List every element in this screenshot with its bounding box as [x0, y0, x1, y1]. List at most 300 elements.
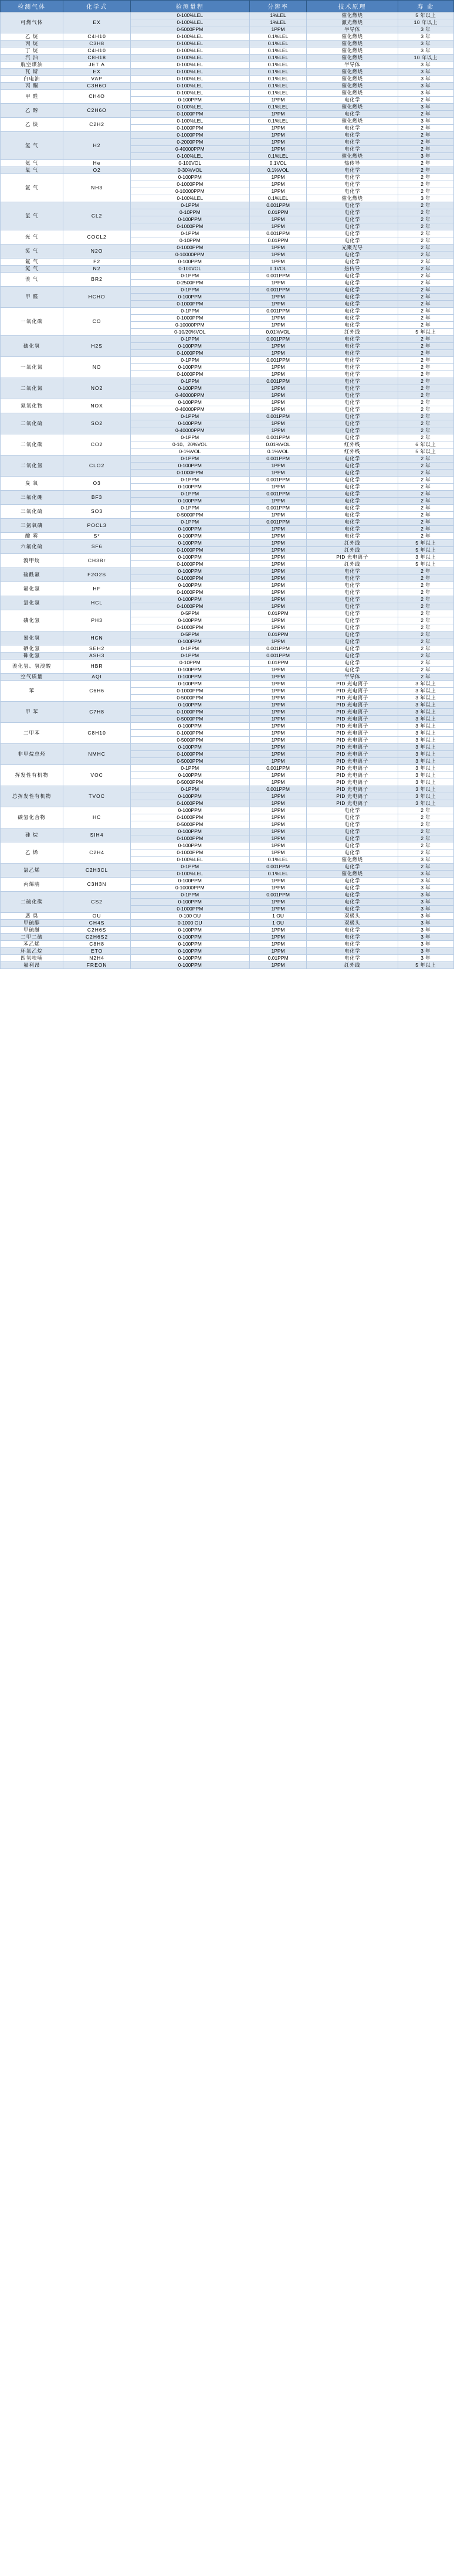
cell-resolution: 1PPM: [249, 399, 307, 406]
cell-lifetime: 3 年以上: [398, 737, 453, 744]
cell-detection-range: 0-30%VOL: [130, 167, 249, 174]
cell-lifetime: 10 年以上: [398, 55, 453, 62]
cell-resolution: 1PPM: [249, 688, 307, 695]
cell-formula: HCHO: [63, 287, 131, 308]
cell-resolution: 1PPM: [249, 463, 307, 470]
cell-technology: 电化学: [307, 315, 398, 322]
cell-detection-range: 0-1000 OU: [130, 920, 249, 927]
cell-lifetime: 2 年: [398, 343, 453, 350]
cell-detection-range: 0-1PPM: [130, 273, 249, 280]
cell-formula: F2: [63, 259, 131, 266]
table-row: [1, 631, 454, 638]
cell-gas-name: 二甲苯: [1, 723, 63, 744]
cell-technology: 催化燃烧: [307, 40, 398, 47]
cell-lifetime: 2 年: [398, 266, 453, 273]
cell-resolution: 0.001PPM: [249, 336, 307, 343]
cell-technology: 催化燃烧: [307, 33, 398, 40]
cell-resolution: 1PPM: [249, 350, 307, 357]
cell-resolution: 0.001PPM: [249, 653, 307, 660]
cell-lifetime: 2 年: [398, 273, 453, 280]
cell-lifetime: 2 年: [398, 660, 453, 667]
table-row: [1, 934, 454, 941]
cell-detection-range: 0-100PPM: [130, 533, 249, 540]
cell-detection-range: 0-100%LEL: [130, 40, 249, 47]
cell-lifetime: 2 年: [398, 125, 453, 132]
cell-technology: 催化燃烧: [307, 90, 398, 97]
cell-resolution: 1PPM: [249, 821, 307, 828]
cell-formula: CL2: [63, 202, 131, 230]
cell-detection-range: 0-1000PPM: [130, 849, 249, 857]
cell-gas-name: 六氟化硫: [1, 540, 63, 554]
cell-lifetime: 2 年: [398, 491, 453, 498]
table-row: [1, 308, 454, 315]
table-row: [1, 913, 454, 920]
cell-lifetime: 2 年: [398, 674, 453, 681]
cell-formula: HF: [63, 582, 131, 596]
cell-resolution: 1PPM: [249, 842, 307, 849]
table-row: [1, 519, 454, 526]
table-row: [1, 878, 454, 885]
cell-technology: 催化燃烧: [307, 55, 398, 62]
cell-resolution: 1PPM: [249, 779, 307, 786]
cell-formula: C8H10: [63, 723, 131, 744]
cell-formula: POCL3: [63, 519, 131, 533]
cell-detection-range: 0-100PPM: [130, 793, 249, 800]
cell-detection-range: 0-100PPM: [130, 674, 249, 681]
cell-lifetime: 3 年以上: [398, 730, 453, 737]
cell-technology: 电化学: [307, 498, 398, 505]
cell-gas-name: 硅 烷: [1, 828, 63, 842]
cell-resolution: 1PPM: [249, 807, 307, 814]
cell-detection-range: 0-40000PPM: [130, 406, 249, 413]
cell-detection-range: 0-40000PPM: [130, 146, 249, 153]
cell-resolution: 0.001PPM: [249, 477, 307, 484]
cell-lifetime: 2 年: [398, 835, 453, 842]
cell-gas-name: 氮氧化物: [1, 399, 63, 413]
cell-lifetime: 2 年: [398, 188, 453, 195]
table-row: [1, 104, 454, 111]
cell-formula: NO: [63, 357, 131, 378]
cell-resolution: 1PPM: [249, 561, 307, 568]
table-row: [1, 681, 454, 688]
cell-formula: BF3: [63, 491, 131, 505]
cell-lifetime: 3 年以上: [398, 758, 453, 765]
cell-detection-range: 0-1000PPM: [130, 624, 249, 631]
cell-detection-range: 0-1000PPM: [130, 814, 249, 821]
cell-formula: CS2: [63, 892, 131, 913]
cell-detection-range: 0-1PPM: [130, 491, 249, 498]
table-header-row: [1, 1, 454, 12]
cell-detection-range: 0-100 OU: [130, 913, 249, 920]
cell-detection-range: 0-2500PPM: [130, 280, 249, 287]
cell-lifetime: 2 年: [398, 505, 453, 512]
cell-detection-range: 0-100PPM: [130, 828, 249, 835]
cell-formula: NMHC: [63, 744, 131, 765]
cell-resolution: 1PPM: [249, 146, 307, 153]
cell-lifetime: 2 年: [398, 252, 453, 259]
cell-technology: PID 光电离子: [307, 730, 398, 737]
cell-lifetime: 3 年: [398, 941, 453, 948]
cell-gas-name: 甲硫醚: [1, 927, 63, 934]
cell-resolution: 1PPM: [249, 244, 307, 252]
cell-resolution: 0.1%LEL: [249, 90, 307, 97]
cell-technology: 电化学: [307, 364, 398, 371]
header-technology: 技术原理: [307, 1, 398, 12]
cell-detection-range: 0-1000PPM: [130, 906, 249, 913]
cell-technology: 电化学: [307, 132, 398, 139]
cell-lifetime: 2 年: [398, 223, 453, 230]
cell-resolution: 1PPM: [249, 814, 307, 821]
table-row: [1, 378, 454, 385]
cell-resolution: 0.1%LEL: [249, 62, 307, 69]
cell-technology: 电化学: [307, 512, 398, 519]
cell-gas-name: 空气质量: [1, 674, 63, 681]
cell-gas-name: 航空煤油: [1, 62, 63, 69]
cell-detection-range: 0-1PPM: [130, 477, 249, 484]
cell-resolution: 1PPM: [249, 533, 307, 540]
cell-lifetime: 2 年: [398, 336, 453, 343]
cell-formula: C3H8: [63, 40, 131, 47]
cell-detection-range: 0-1%VOL: [130, 448, 249, 456]
cell-technology: 电化学: [307, 631, 398, 638]
cell-technology: PID 光电离子: [307, 786, 398, 793]
cell-detection-range: 0-1PPM: [130, 434, 249, 441]
cell-lifetime: 2 年: [398, 167, 453, 174]
table-row: [1, 765, 454, 772]
cell-formula: CLO2: [63, 456, 131, 477]
cell-gas-name: 三氟化硼: [1, 491, 63, 505]
cell-detection-range: 0-1000PPM: [130, 688, 249, 695]
cell-lifetime: 2 年: [398, 259, 453, 266]
cell-detection-range: 0-1000PPM: [130, 350, 249, 357]
cell-gas-name: 氧 气: [1, 167, 63, 174]
cell-detection-range: 0-5000PPM: [130, 716, 249, 723]
cell-formula: HC: [63, 807, 131, 828]
cell-technology: 催化燃烧: [307, 12, 398, 19]
cell-gas-name: 二氧化氯: [1, 456, 63, 477]
cell-resolution: 1PPM: [249, 512, 307, 519]
cell-gas-name: 恶 臭: [1, 913, 63, 920]
cell-detection-range: 0-100PPM: [130, 463, 249, 470]
cell-resolution: 1PPM: [249, 674, 307, 681]
table-row: [1, 259, 454, 266]
table-row: [1, 582, 454, 589]
cell-lifetime: 2 年: [398, 456, 453, 463]
cell-detection-range: 0-100%LEL: [130, 195, 249, 202]
cell-formula: C8H8: [63, 941, 131, 948]
cell-resolution: 1PPM: [249, 723, 307, 730]
cell-technology: 电化学: [307, 371, 398, 378]
cell-gas-name: 氟化氢: [1, 582, 63, 596]
cell-formula: HCN: [63, 631, 131, 645]
cell-technology: 电化学: [307, 934, 398, 941]
cell-technology: 电化学: [307, 526, 398, 533]
cell-technology: 电化学: [307, 357, 398, 364]
cell-detection-range: 0-100PPM: [130, 934, 249, 941]
table-row: [1, 160, 454, 167]
cell-detection-range: 0-100%LEL: [130, 19, 249, 26]
cell-technology: PID 光电离子: [307, 758, 398, 765]
cell-detection-range: 0-1000PPM: [130, 589, 249, 596]
cell-detection-range: 0-100PPM: [130, 420, 249, 427]
cell-detection-range: 0-5000PPM: [130, 737, 249, 744]
cell-resolution: 0.1%LEL: [249, 118, 307, 125]
cell-technology: PID 光电离子: [307, 800, 398, 807]
table-row: [1, 723, 454, 730]
cell-resolution: 0.1%LEL: [249, 871, 307, 878]
cell-formula: FREON: [63, 962, 131, 969]
cell-technology: 电化学: [307, 603, 398, 610]
cell-resolution: 1PPM: [249, 216, 307, 223]
cell-technology: 电化学: [307, 491, 398, 498]
cell-gas-name: 臭 氧: [1, 477, 63, 491]
cell-resolution: 0.1%LEL: [249, 104, 307, 111]
cell-detection-range: 0-1000PPM: [130, 575, 249, 582]
cell-technology: 催化燃烧: [307, 857, 398, 864]
cell-lifetime: 2 年: [398, 420, 453, 427]
cell-resolution: 1PPM: [249, 111, 307, 118]
cell-lifetime: 3 年: [398, 934, 453, 941]
table-row: [1, 920, 454, 927]
cell-technology: PID 光电离子: [307, 744, 398, 751]
cell-gas-name: 甲 醛: [1, 90, 63, 104]
cell-lifetime: 2 年: [398, 174, 453, 181]
cell-detection-range: 0-1PPM: [130, 202, 249, 209]
cell-formula: VOC: [63, 765, 131, 786]
cell-resolution: 0.1%LEL: [249, 55, 307, 62]
cell-resolution: 1PPM: [249, 371, 307, 378]
table-row: [1, 491, 454, 498]
cell-detection-range: 0-100PPM: [130, 941, 249, 948]
cell-technology: 双极头: [307, 913, 398, 920]
cell-detection-range: 0-100%LEL: [130, 83, 249, 90]
table-row: [1, 505, 454, 512]
cell-gas-name: 非甲烷总烃: [1, 744, 63, 765]
cell-gas-name: 硒化氢: [1, 645, 63, 653]
cell-gas-name: 酸 雾: [1, 533, 63, 540]
cell-resolution: 0.001PPM: [249, 491, 307, 498]
cell-formula: HBR: [63, 660, 131, 674]
cell-lifetime: 2 年: [398, 526, 453, 533]
cell-technology: 电化学: [307, 202, 398, 209]
table-row: [1, 118, 454, 125]
cell-detection-range: 0-100PPM: [130, 259, 249, 266]
cell-technology: 电化学: [307, 849, 398, 857]
cell-resolution: 0.001PPM: [249, 202, 307, 209]
cell-formula: ASH3: [63, 653, 131, 660]
cell-resolution: 1PPM: [249, 406, 307, 413]
cell-technology: 电化学: [307, 167, 398, 174]
cell-resolution: 0.1%LEL: [249, 195, 307, 202]
cell-lifetime: 3 年以上: [398, 702, 453, 709]
cell-detection-range: 0-100PPM: [130, 554, 249, 561]
cell-resolution: 1PPM: [249, 709, 307, 716]
cell-lifetime: 3 年以上: [398, 688, 453, 695]
cell-resolution: 1PPM: [249, 364, 307, 371]
cell-detection-range: 0-1PPM: [130, 287, 249, 294]
cell-resolution: 0.001PPM: [249, 456, 307, 463]
cell-formula: ETO: [63, 948, 131, 955]
cell-lifetime: 3 年: [398, 927, 453, 934]
cell-lifetime: 2 年: [398, 864, 453, 871]
cell-detection-range: 0-1PPM: [130, 357, 249, 364]
cell-gas-name: 甲 苯: [1, 702, 63, 723]
cell-lifetime: 2 年: [398, 638, 453, 645]
cell-lifetime: 2 年: [398, 160, 453, 167]
cell-lifetime: 2 年: [398, 385, 453, 392]
cell-lifetime: 3 年: [398, 195, 453, 202]
cell-detection-range: 0-1PPM: [130, 230, 249, 237]
cell-formula: O3: [63, 477, 131, 491]
cell-detection-range: 0-100%LEL: [130, 69, 249, 76]
cell-lifetime: 3 年: [398, 885, 453, 892]
cell-resolution: 1PPM: [249, 139, 307, 146]
cell-lifetime: 2 年: [398, 216, 453, 223]
cell-lifetime: 2 年: [398, 477, 453, 484]
cell-technology: 电化学: [307, 589, 398, 596]
cell-technology: 电化学: [307, 385, 398, 392]
cell-lifetime: 2 年: [398, 280, 453, 287]
cell-gas-name: 氟 气: [1, 259, 63, 266]
cell-lifetime: 2 年: [398, 575, 453, 582]
table-row: [1, 554, 454, 561]
cell-technology: 电化学: [307, 807, 398, 814]
cell-resolution: 1PPM: [249, 617, 307, 624]
cell-lifetime: 2 年: [398, 582, 453, 589]
cell-lifetime: 10 年以上: [398, 19, 453, 26]
cell-lifetime: 3 年以上: [398, 779, 453, 786]
cell-resolution: 1PPM: [249, 772, 307, 779]
cell-resolution: 1PPM: [249, 392, 307, 399]
cell-technology: 电化学: [307, 336, 398, 343]
table-row: [1, 132, 454, 139]
cell-resolution: 1PPM: [249, 188, 307, 195]
cell-formula: SO3: [63, 505, 131, 519]
cell-technology: 半导体: [307, 674, 398, 681]
table-row: [1, 90, 454, 97]
cell-resolution: 1PPM: [249, 470, 307, 477]
cell-lifetime: 2 年: [398, 364, 453, 371]
cell-gas-name: 氯 气: [1, 202, 63, 230]
cell-detection-range: 0-100PPM: [130, 364, 249, 371]
cell-technology: PID 光电离子: [307, 772, 398, 779]
cell-gas-name: 二氧化硫: [1, 413, 63, 434]
table-row: [1, 55, 454, 62]
cell-formula: JET A: [63, 62, 131, 69]
table-row: [1, 287, 454, 294]
cell-detection-range: 0-1000PPM: [130, 751, 249, 758]
cell-technology: 红外线: [307, 540, 398, 547]
table-row: [1, 33, 454, 40]
cell-technology: 电化学: [307, 568, 398, 575]
cell-detection-range: 0-100%LEL: [130, 12, 249, 19]
table-row: [1, 864, 454, 871]
cell-technology: 电化学: [307, 624, 398, 631]
cell-lifetime: 3 年以上: [398, 800, 453, 807]
table-row: [1, 413, 454, 420]
cell-lifetime: 2 年: [398, 413, 453, 420]
cell-resolution: 1PPM: [249, 181, 307, 188]
cell-resolution: 0.001PPM: [249, 308, 307, 315]
cell-formula: C2H6S: [63, 927, 131, 934]
cell-technology: 电化学: [307, 139, 398, 146]
cell-lifetime: 3 年: [398, 857, 453, 864]
cell-gas-name: 氨 气: [1, 174, 63, 202]
cell-technology: 电化学: [307, 456, 398, 463]
cell-lifetime: 3 年以上: [398, 709, 453, 716]
cell-technology: PID 光电离子: [307, 688, 398, 695]
cell-technology: 电化学: [307, 955, 398, 962]
cell-formula: SF6: [63, 540, 131, 554]
cell-lifetime: 2 年: [398, 610, 453, 617]
cell-lifetime: 2 年: [398, 828, 453, 835]
cell-detection-range: 0-100PPM: [130, 927, 249, 934]
cell-technology: PID 光电离子: [307, 702, 398, 709]
cell-resolution: 0.1%LEL: [249, 857, 307, 864]
cell-detection-range: 0-1000PPM: [130, 561, 249, 568]
cell-gas-name: 丙 烷: [1, 40, 63, 47]
cell-technology: 电化学: [307, 582, 398, 589]
cell-resolution: 1PPM: [249, 294, 307, 301]
cell-formula: C8H18: [63, 55, 131, 62]
cell-resolution: 0.01PPM: [249, 660, 307, 667]
cell-lifetime: 5 年以上: [398, 12, 453, 19]
cell-technology: 电化学: [307, 638, 398, 645]
cell-detection-range: 0-1000PPM: [130, 125, 249, 132]
cell-technology: 电化学: [307, 97, 398, 104]
cell-lifetime: 3 年以上: [398, 744, 453, 751]
cell-formula: C6H6: [63, 681, 131, 702]
cell-resolution: 1PPM: [249, 26, 307, 33]
cell-resolution: 0.01%VOL: [249, 441, 307, 448]
cell-detection-range: 0-100PPM: [130, 638, 249, 645]
cell-formula: O2: [63, 167, 131, 174]
cell-lifetime: 2 年: [398, 399, 453, 406]
cell-gas-name: 光 气: [1, 230, 63, 244]
cell-formula: SEH2: [63, 645, 131, 653]
cell-detection-range: 0-100PPM: [130, 681, 249, 688]
cell-resolution: 1PPM: [249, 554, 307, 561]
cell-resolution: 0.1%VOL: [249, 448, 307, 456]
cell-detection-range: 0-1000PPM: [130, 244, 249, 252]
cell-resolution: 0.1%LEL: [249, 33, 307, 40]
cell-lifetime: 3 年: [398, 920, 453, 927]
cell-detection-range: 0-1PPM: [130, 308, 249, 315]
cell-technology: 电化学: [307, 427, 398, 434]
cell-technology: 电化学: [307, 216, 398, 223]
cell-technology: 电化学: [307, 308, 398, 315]
table-body: [1, 12, 454, 969]
cell-lifetime: 3 年: [398, 118, 453, 125]
cell-lifetime: 2 年: [398, 315, 453, 322]
cell-technology: 红外线: [307, 962, 398, 969]
cell-formula: He: [63, 160, 131, 167]
cell-resolution: 1PPM: [249, 484, 307, 491]
cell-gas-name: 乙 炔: [1, 118, 63, 132]
cell-resolution: 1PPM: [249, 315, 307, 322]
cell-detection-range: 0-1PPM: [130, 645, 249, 653]
cell-gas-name: 二氧化氮: [1, 378, 63, 399]
cell-detection-range: 0-100PPM: [130, 807, 249, 814]
cell-formula: S*: [63, 533, 131, 540]
cell-detection-range: 0-100VOL: [130, 160, 249, 167]
table-row: [1, 456, 454, 463]
table-row: [1, 786, 454, 793]
cell-lifetime: 3 年: [398, 899, 453, 906]
cell-resolution: 1PPM: [249, 758, 307, 765]
cell-gas-name: 氟利昂: [1, 962, 63, 969]
cell-detection-range: 0-10、20%VOL: [130, 441, 249, 448]
